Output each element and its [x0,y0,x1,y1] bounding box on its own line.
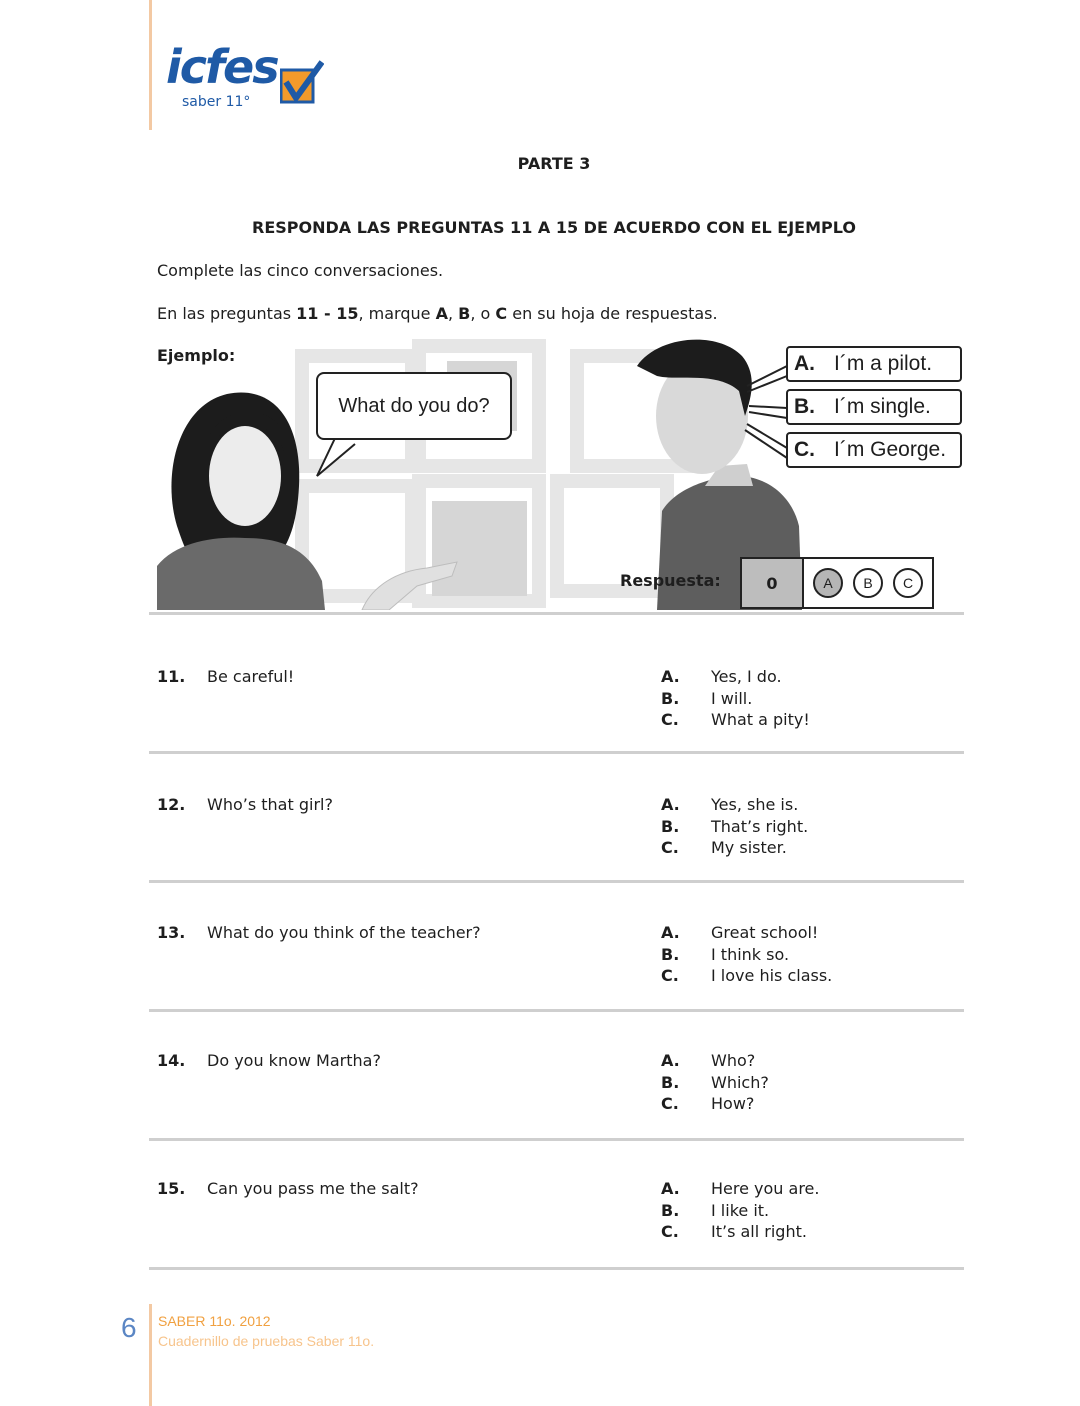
option-text: I think so. [711,945,790,964]
option-letter: A. [661,1179,680,1198]
option-letter: A. [661,667,680,686]
question-text-15: Can you pass me the salt? [207,1179,419,1198]
option-text: Which? [711,1073,769,1092]
option-text: I love his class. [711,966,833,985]
option-letter: C. [661,838,679,857]
divider [149,1009,964,1012]
answer-label: Respuesta: [620,571,721,590]
option-text: How? [711,1094,755,1113]
page-number: 6 [121,1312,137,1343]
option-text: My sister. [711,838,787,857]
option-letter: B. [661,817,680,836]
option-text: What a pity! [711,710,810,729]
logo-brand: icfes [166,40,278,94]
question-text-11: Be careful! [207,667,295,686]
section-title: PARTE 3 [517,154,591,173]
example-question-bubble: What do you do? [316,372,512,440]
example-option-c: C. I´m George. [786,432,962,468]
icfes-logo [162,40,352,118]
answer-bubble-b: B [853,568,883,598]
option-text: That’s right. [711,817,809,836]
option-text: Great school! [711,923,819,942]
intro-line-2: En las preguntas 11 - 15, marque A, B, o C en su hoja de respuestas. [157,304,718,323]
option-text: Here you are. [711,1179,820,1198]
example-option-b: B. I´m single. [786,389,962,425]
divider [149,1138,964,1141]
question-number-15: 15. [157,1179,186,1198]
option-letter: C. [661,710,679,729]
footer-rule [149,1304,152,1406]
example-option-a: A. I´m a pilot. [786,346,962,382]
option-letter: C. [661,1222,679,1241]
option-letter: B. [661,689,680,708]
option-letter: B. [661,1201,680,1220]
question-number-13: 13. [157,923,186,942]
answer-bubble-c: C [893,568,923,598]
option-text: I like it. [711,1201,770,1220]
question-number-12: 12. [157,795,186,814]
divider [149,751,964,754]
option-text: Yes, she is. [711,795,799,814]
option-text: It’s all right. [711,1222,807,1241]
option-letter: C. [661,966,679,985]
logo-sub: saber 11° [182,94,251,110]
divider [149,612,964,615]
checkmark-icon [280,60,324,104]
option-letter: C. [661,1094,679,1113]
option-letter: B. [661,1073,680,1092]
option-letter: B. [661,945,680,964]
question-text-12: Who’s that girl? [207,795,333,814]
instruction-title: RESPONDA LAS PREGUNTAS 11 A 15 DE ACUERDO CON EL EJEMPLO [252,218,856,237]
option-text: Who? [711,1051,756,1070]
option-text: I will. [711,689,753,708]
intro-line-1: Complete las cinco conversaciones. [157,261,444,280]
question-number-11: 11. [157,667,186,686]
header-rule [149,0,152,130]
footer-subtitle: Cuadernillo de pruebas Saber 11o. [158,1333,375,1349]
question-text-13: What do you think of the teacher? [207,923,481,942]
question-text-14: Do you know Martha? [207,1051,381,1070]
footer-title: SABER 11o. 2012 [158,1313,271,1329]
answer-number: 0 [742,559,804,607]
option-text: Yes, I do. [711,667,782,686]
answer-bubble-a: A [813,568,843,598]
question-number-14: 14. [157,1051,186,1070]
example-label: Ejemplo: [157,346,236,365]
answer-grid [740,557,934,609]
option-letter: A. [661,1051,680,1070]
option-letter: A. [661,923,680,942]
divider [149,1267,964,1270]
option-letter: A. [661,795,680,814]
divider [149,880,964,883]
